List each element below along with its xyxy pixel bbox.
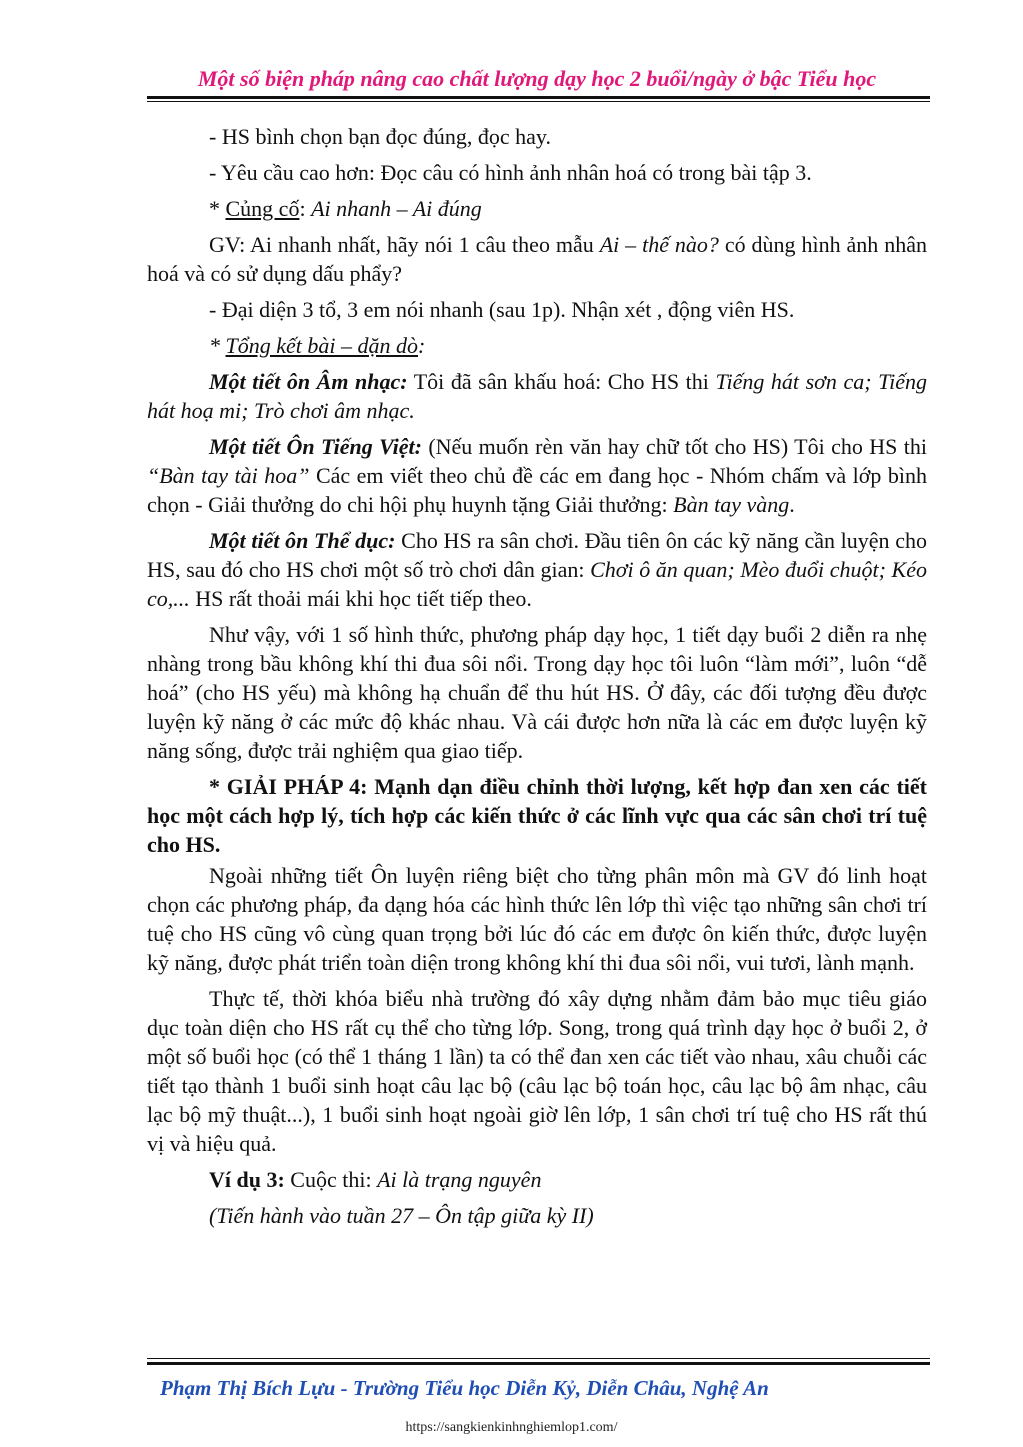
page-header-title: Một số biện pháp nâng cao chất lượng dạy học 2 buổi/ngày ở bậc Tiểu học bbox=[197, 66, 877, 91]
section-label-tong-ket: Tổng kết bài – dặn dò bbox=[225, 333, 418, 358]
text-run: Tôi đã sân khấu hoá: Cho HS thi bbox=[407, 369, 716, 394]
paragraph-1: - HS bình chọn bạn đọc đúng, đọc hay. bbox=[209, 124, 551, 149]
paragraph-7 bbox=[147, 367, 927, 425]
paragraph-4 bbox=[147, 230, 927, 288]
paragraph-13: Thực tế, thời khóa biểu nhà trường đó xây dựng nhằm đảm bảo mục tiêu giáo dục toàn diện cho HS rất cụ thể cho từng lớp. Song, trong quá trình dạy học ở buổi 2, ở một số buổi học (có thể 1 tháng 1 lần) ta có thể đan xen các tiết vào nhau, xâu chuỗi các tiết tạo thành 1 buổi sinh hoạt câu lạc bộ (câu lạc bộ toán học, câu lạc bộ âm nhạc, câu lạc bộ mỹ thuật...), 1 buổi sinh hoạt ngoài giờ lên lớp, 1 sân chơi trí tuệ cho HS rất thú vị và hiệu quả. bbox=[147, 986, 927, 1156]
example-label: Ví dụ 3: bbox=[209, 1167, 285, 1192]
italic-run: Bàn tay vàng bbox=[673, 492, 790, 517]
paragraph-12: Ngoài những tiết Ôn luyện riêng biệt cho từng phân môn mà GV đó linh hoạt chọn các phương pháp, đa dạng hóa các hình thức lên lớp thì việc tạo những sân chơi trí tuệ cho HS cũng vô cùng quan trọng bởi lúc đó các em được ôn kiến thức, được luyện kỹ năng, được phát triển toàn diện trong không khí thi đua sôi nổi, vui tươi, lành mạnh. bbox=[147, 863, 927, 975]
text-run: Cho HS ra sân chơi. Đầu tiên ôn các kỹ năng cần luyện cho HS, sau đó cho HS chơi một số trò chơi dân gian: bbox=[147, 528, 927, 582]
text-run: . bbox=[789, 492, 795, 517]
solution-4-heading: * GIẢI PHÁP 4: Mạnh dạn điều chỉnh thời lượng, kết hợp đan xen các tiết học một cách hợp lý, tích hợp các kiến thức ở các lĩnh vực qua các sân chơi trí tuệ cho HS. bbox=[147, 774, 927, 857]
footer-author: Phạm Thị Bích Lựu - Trường Tiểu học Diễn Kỷ, Diễn Châu, Nghệ An bbox=[160, 1376, 769, 1400]
italic-run: Chơi ô ăn quan; Mèo đuổi chuột; Kéo co,... bbox=[147, 557, 927, 611]
document-body bbox=[147, 122, 927, 1237]
italic-run: Tiếng hát sơn ca; Tiếng hát hoạ mi; Trò chơi âm nhạc. bbox=[147, 369, 927, 423]
subheading-tieng-viet: Một tiết Ôn Tiếng Việt: bbox=[209, 434, 422, 459]
paragraph-3 bbox=[147, 194, 927, 223]
footer-url: https://sangkienkinhnghiemlop1.com/ bbox=[405, 1420, 618, 1435]
text-run: (Nếu muốn rèn văn hay chữ tốt cho HS) Tôi cho HS thi bbox=[421, 434, 927, 459]
text-run: HS rất thoải mái khi học tiết tiếp theo. bbox=[189, 586, 532, 611]
italic-run: Ai – thế nào? bbox=[599, 232, 719, 257]
text-run: GV: Ai nhanh nhất, hãy nói 1 câu theo mẫu bbox=[209, 232, 600, 257]
colon: : bbox=[299, 196, 312, 221]
subheading-the-duc: Một tiết ôn Thể dục: bbox=[209, 528, 396, 553]
paragraph-2: - Yêu cầu cao hơn: Đọc câu có hình ảnh nhân hoá có trong bài tập 3. bbox=[209, 160, 812, 185]
paragraph-6 bbox=[147, 331, 927, 360]
footer-rule-thin bbox=[147, 1358, 930, 1359]
italic-run: Ai là trạng nguyên bbox=[377, 1167, 542, 1192]
text-run: Cuộc thi: bbox=[284, 1167, 378, 1192]
paragraph-9 bbox=[147, 526, 927, 613]
header-rule-thin bbox=[147, 101, 930, 102]
paragraph-5: - Đại diện 3 tổ, 3 em nói nhanh (sau 1p). Nhận xét , động viên HS. bbox=[209, 297, 795, 322]
footer-rule-thick bbox=[147, 1362, 930, 1365]
bullet-star: * bbox=[209, 333, 226, 358]
colon: : bbox=[418, 333, 426, 358]
italic-run: “Bàn tay tài hoa” bbox=[147, 463, 310, 488]
text-run: có dùng hình ảnh nhân hoá và có sử dụng dấu phẩy? bbox=[147, 232, 927, 286]
subheading-am-nhac: Một tiết ôn Âm nhạc: bbox=[209, 369, 408, 394]
paragraph-14 bbox=[147, 1165, 927, 1194]
paragraph-15: (Tiến hành vào tuần 27 – Ôn tập giữa kỳ II) bbox=[209, 1203, 594, 1228]
game-name: Ai nhanh – Ai đúng bbox=[311, 196, 482, 221]
paragraph-10: Như vậy, với 1 số hình thức, phương pháp dạy học, 1 tiết dạy buổi 2 diễn ra nhẹ nhàng trong bầu không khí thi đua sôi nổi. Trong dạy học tôi luôn “làm mới”, luôn “dễ hoá” (cho HS yếu) mà không hạ chuẩn để thu hút HS. Ở đây, các đối tượng đều được luyện kỹ năng ở các mức độ khác nhau. Và cái được hơn nữa là các em được luyện kỹ năng sống, được trải nghiệm qua giao tiếp. bbox=[147, 622, 927, 763]
text-run: Các em viết theo chủ đề các em đang học - Nhóm chấm và lớp bình chọn - Giải thưởng do chi hội phụ huynh tặng Giải thưởng: bbox=[147, 463, 927, 517]
header-rule-thick bbox=[147, 96, 930, 99]
paragraph-8 bbox=[147, 432, 927, 519]
section-label-cung-co: Củng cố bbox=[225, 196, 300, 221]
bullet-star: * bbox=[209, 196, 226, 221]
